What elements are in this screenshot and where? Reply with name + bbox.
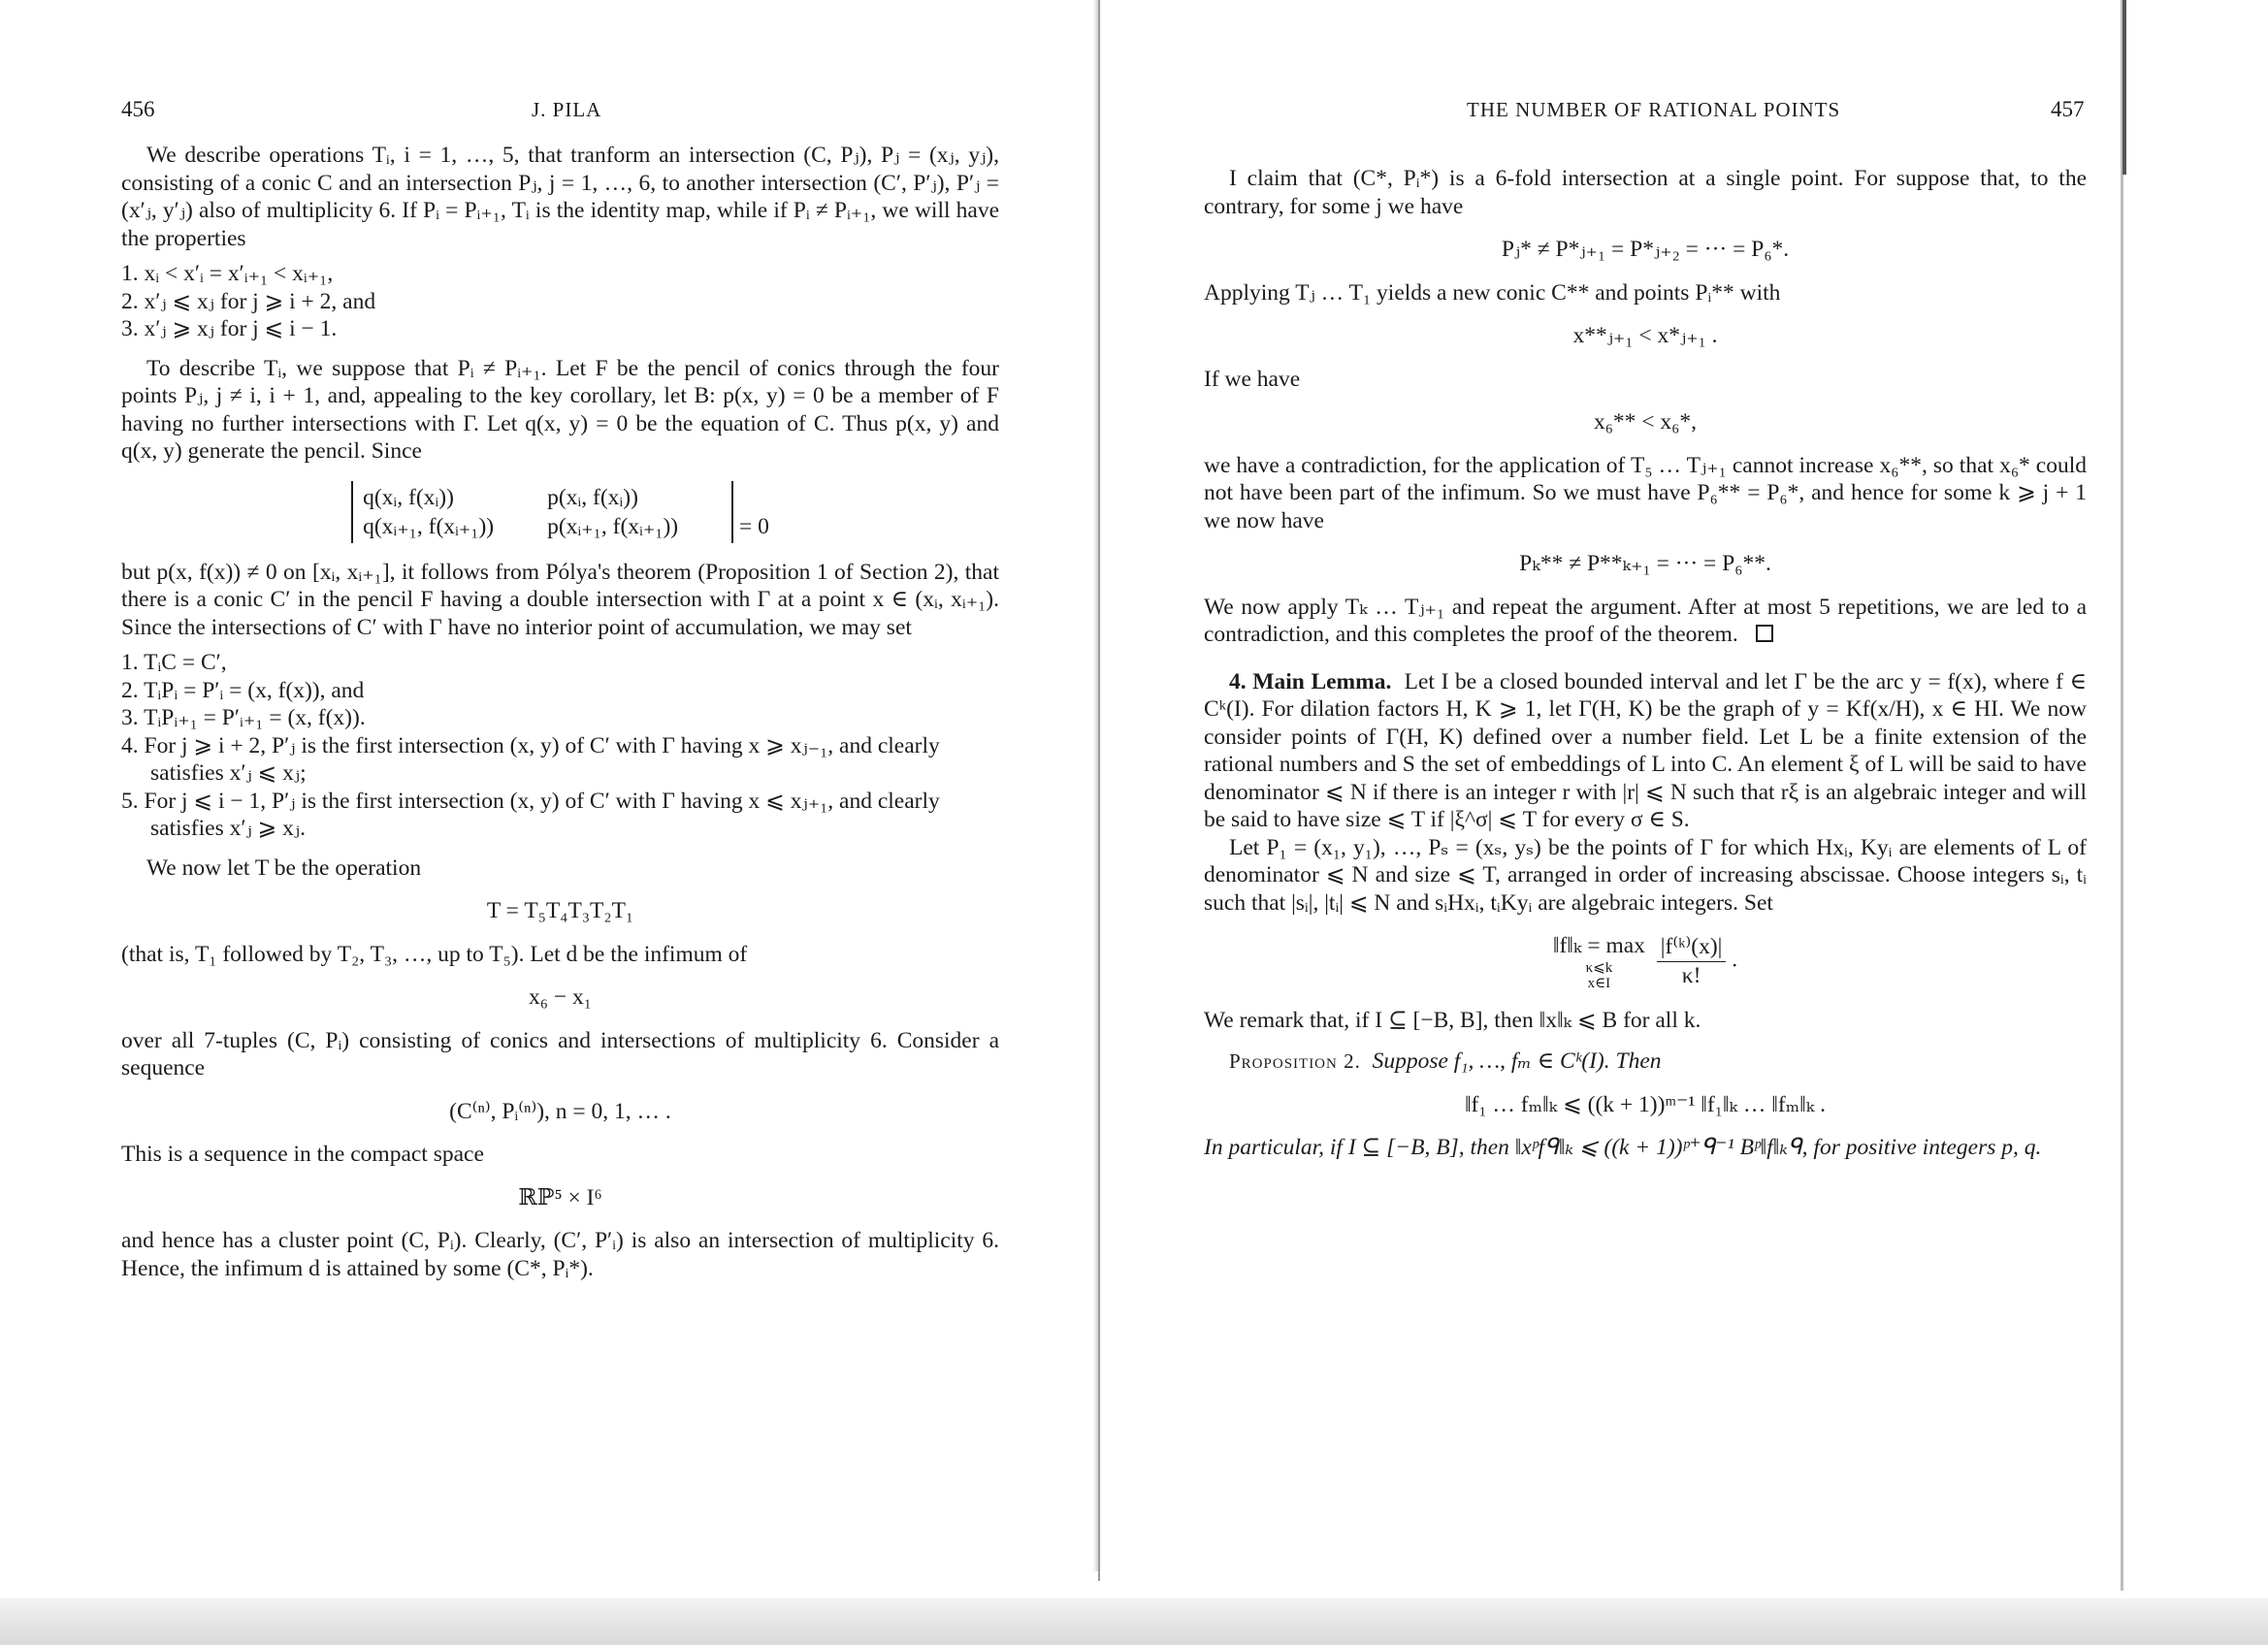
norm-end: .: [1732, 947, 1738, 973]
paragraph: We remark that, if I ⊆ [−B, B], then ‖x‖ₖ ⩽ B for all k.: [1204, 1007, 1701, 1033]
norm-lhs: ‖f‖ₖ = max: [1552, 933, 1645, 958]
list-item: 4. For j ⩾ i + 2, P′ⱼ is the first intersection (x, y) of C′ with Γ having x ⩾ xⱼ₋₁, and clearly satisfies x′ⱼ ⩽ xⱼ;: [121, 732, 940, 786]
paragraph: over all 7-tuples (C, Pᵢ) consisting of conics and intersections of multiplicity 6. Consider a sequence: [121, 1027, 999, 1081]
determinant-equation: [121, 481, 999, 543]
paragraph: [1204, 668, 2087, 834]
scan-bottom-margin: [0, 1598, 2268, 1645]
fraction-denominator: κ!: [1681, 962, 1701, 988]
gutter-fold-line: [1098, 0, 1100, 1581]
left-page-body: [121, 142, 999, 1282]
norm-subscript: x∈I: [1587, 975, 1611, 991]
proposition-continuation: In particular, if I ⊆ [−B, B], then ‖xᵖfᑫ‖ₖ ⩽ ((k + 1))ᵖ⁺ᑫ⁻¹ Bᵖ‖f‖ₖᑫ, for positive integers p, q.: [1204, 1135, 2042, 1160]
list-item: 2. TᵢPᵢ = P′ᵢ = (x, f(x)), and: [121, 677, 365, 703]
proposition: [1204, 1048, 2087, 1076]
list-item: 5. For j ⩽ i − 1, P′ⱼ is the first intersection (x, y) of C′ with Γ having x ⩽ xⱼ₊₁, and clearly satisfies x′ⱼ ⩾ xⱼ.: [121, 788, 940, 841]
equation: x₆** < x₆*,: [1593, 409, 1697, 435]
right-page-number: 457: [2051, 97, 2085, 121]
page-edge: [2121, 0, 2123, 1591]
norm-subscript: κ⩽k: [1585, 959, 1613, 976]
paragraph: Applying Tⱼ … T₁ yields a new conic C** and points Pᵢ** with: [1204, 279, 1781, 306]
equation: T = T₅T₄T₃T₂T₁: [486, 898, 634, 923]
book-gutter: [1092, 0, 1102, 1571]
paragraph: We now let T be the operation: [146, 855, 422, 881]
norm-definition: [1204, 932, 2087, 991]
paragraph: but p(x, f(x)) ≠ 0 on [xᵢ, xᵢ₊₁], it follows from Pólya's theorem (Proposition 1 of Section 2), that there is a conic C′ in the pencil F having a double intersection with Γ at a point x ∈ (xᵢ, xᵢ₊₁). Since the intersections of C′ with Γ have no interior point of accumulation, we may set: [121, 559, 999, 640]
paragraph: (that is, T₁ followed by T₂, T₃, …, up to T₅). Let d be the infimum of: [121, 941, 748, 967]
list-item: 2. x′ⱼ ⩽ xⱼ for j ⩾ i + 2, and: [121, 288, 376, 314]
equation: Pⱼ* ≠ P*ⱼ₊₁ = P*ⱼ₊₂ = ··· = P₆*.: [1501, 237, 1790, 262]
det-rhs: = 0: [738, 513, 769, 539]
paragraph-text: Let I be a closed bounded interval and let Γ be the arc y = f(x), where f ∈ Cᵏ(I). For dilation factors H, K ⩾ 1, let Γ(H, K) be the graph of y = Kf(x/H), x ∈ HI. We now consider points of Γ(H, K) defined over a number field. Let L be a finite extension of the rational numbers and S the set of embeddings of L into C. An element ξ of L will be said to have denominator ⩽ N if there is an integer r with |r| ⩽ N such that rξ is an algebraic integer and will be said to have size ⩽ T if |ξ^σ| ⩽ T for every σ ∈ S.: [1204, 668, 2087, 832]
determinant-matrix: [351, 481, 733, 543]
equation: Pₖ** ≠ P**ₖ₊₁ = ··· = P₆**.: [1519, 551, 1771, 576]
qed-square-icon: [1756, 625, 1773, 642]
norm-fraction: [1657, 933, 1727, 989]
norm-max: [1553, 932, 1645, 991]
right-running-head: THE NUMBER OF RATIONAL POINTS: [1467, 98, 1841, 121]
paragraph: I claim that (C*, Pᵢ*) is a 6-fold intersection at a single point. For suppose that, to the contrary, for some j we have: [1204, 166, 2087, 219]
properties-list: [121, 260, 999, 343]
equation: (C⁽ⁿ⁾, Pᵢ⁽ⁿ⁾), n = 0, 1, … .: [449, 1098, 671, 1124]
equation: x₆ − x₁: [529, 984, 592, 1010]
paragraph: We describe operations Tᵢ, i = 1, …, 5, that tranform an intersection (C, Pⱼ), Pⱼ = (xⱼ, yⱼ), consisting of a conic C and an intersection Pⱼ, j = 1, …, 6, to another intersection (C′, P′ⱼ), P′ⱼ = (x′ⱼ, y′ⱼ) also of multiplicity 6. If Pᵢ = Pᵢ₊₁, Tᵢ is the identity map, while if Pᵢ ≠ Pᵢ₊₁, we will have the properties: [121, 143, 999, 251]
list-item: 1. xᵢ < x′ᵢ = x′ᵢ₊₁ < xᵢ₊₁,: [121, 261, 334, 286]
proposition-text: Suppose f₁, …, fₘ ∈ Cᵏ(I). Then: [1372, 1048, 1662, 1074]
paragraph: [1204, 1134, 2087, 1162]
left-page-number: 456: [121, 97, 155, 121]
det-cell: p(xᵢ₊₁, f(xᵢ₊₁)): [547, 513, 679, 539]
section-title: 4. Main Lemma.: [1229, 668, 1392, 694]
equation: ‖f₁ … fₘ‖ₖ ⩽ ((k + 1))ᵐ⁻¹ ‖f₁‖ₖ … ‖fₘ‖ₖ .: [1464, 1091, 1827, 1117]
equation: x**ⱼ₊₁ < x*ⱼ₊₁ .: [1572, 323, 1718, 348]
fraction-numerator: |f⁽ᵏ⁾(x)|: [1657, 933, 1727, 962]
paragraph: we have a contradiction, for the application of T₅ … Tⱼ₊₁ cannot increase x₆**, so that x₆* could not have been part of the infimum. So we must have P₆** = P₆*, and hence for some k ⩾ j + 1 we now have: [1204, 452, 2087, 533]
det-cell: q(xᵢ, f(xᵢ)): [363, 484, 454, 510]
paragraph: [1204, 594, 2087, 649]
paragraph: Let P₁ = (x₁, y₁), …, Pₛ = (xₛ, yₛ) be the points of Γ for which Hxᵢ, Kyᵢ are elements of L of denominator ⩽ N and size ⩽ T, arranged in order of increasing abscissae. Choose integers sᵢ, tᵢ such that |sᵢ|, |tᵢ| ⩽ N and sᵢHxᵢ, tᵢKyᵢ are algebraic integers. Set: [1204, 834, 2087, 916]
list-item: 3. TᵢPᵢ₊₁ = P′ᵢ₊₁ = (x, f(x)).: [121, 705, 366, 730]
list-item: 3. x′ⱼ ⩾ xⱼ for j ⩽ i − 1.: [121, 316, 338, 341]
paragraph: To describe Tᵢ, we suppose that Pᵢ ≠ Pᵢ₊₁. Let F be the pencil of conics through the four points Pⱼ, j ≠ i, i + 1, and, appealing to the key corollary, let B: p(x, y) = 0 be a member of F having no further intersections with Γ. Let q(x, y) = 0 be the equation of C. Thus p(x, y) and q(x, y) generate the pencil. Since: [121, 355, 999, 464]
paragraph: If we have: [1204, 366, 1301, 392]
proposition-label: Proposition 2.: [1229, 1049, 1361, 1073]
paragraph: This is a sequence in the compact space: [121, 1142, 484, 1167]
paragraph: and hence has a cluster point (C, Pᵢ). Clearly, (C′, P′ᵢ) is also an intersection of multiplicity 6. Hence, the infimum d is attained by some (C*, Pᵢ*).: [121, 1228, 999, 1281]
definitions-list: [121, 649, 999, 843]
paragraph-text: We now apply Tₖ … Tⱼ₊₁ and repeat the argument. After at most 5 repetitions, we are led to a contradiction, and this completes the proof of the theorem.: [1204, 594, 2087, 647]
page-edge-shadow: [2122, 0, 2126, 175]
equation: ℝℙ⁵ × I⁶: [518, 1184, 602, 1210]
list-item: 1. TᵢC = C′,: [121, 650, 227, 675]
det-cell: q(xᵢ₊₁, f(xᵢ₊₁)): [363, 513, 495, 539]
right-page-body: [1204, 165, 2087, 1162]
left-running-head: J. PILA: [532, 98, 602, 121]
det-cell: p(xᵢ, f(xᵢ)): [547, 484, 638, 510]
